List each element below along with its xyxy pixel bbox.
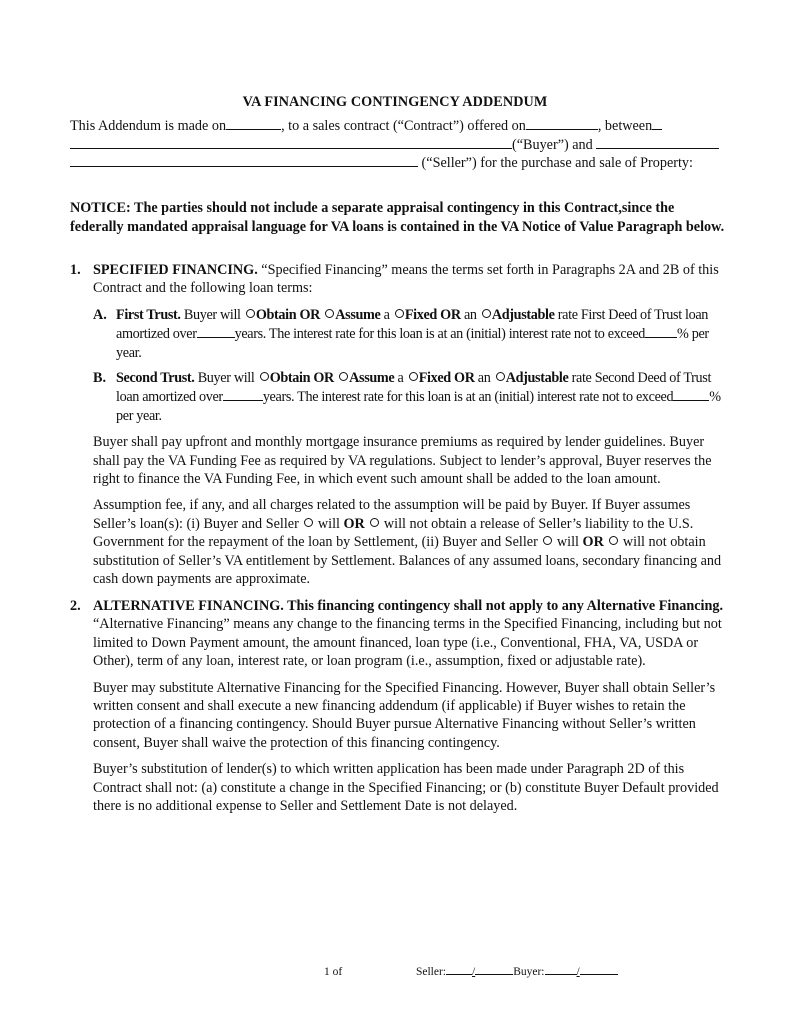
release-will-not-radio[interactable] [370,518,379,527]
buyer-name-field[interactable] [70,135,512,149]
clause-text: rate Second Deed of Trust loan amortized over [116,370,712,406]
seller-initials-field-1[interactable] [446,964,472,975]
buyer-initials-field-1[interactable] [545,964,577,975]
assumption-text: will [314,515,344,532]
intro-text-made-on: This Addendum is made on [70,118,227,134]
second-trust-years-field[interactable] [223,387,263,401]
page-number: 1 of [324,966,343,978]
section-specified-financing [70,261,730,589]
assumption-text: Assumption fee, if any, and all charges related to the assumption will be paid by Buyer. If Buyer assumes Seller’s loan(s): (i) Buyer and Seller [93,497,691,532]
section-number: 1. [70,262,81,278]
first-trust-rate-field[interactable] [645,324,677,338]
clause-text: a [394,370,407,387]
clause-text: Buyer will [194,370,258,387]
contract-offered-date-field[interactable] [526,116,598,130]
obtain-radio[interactable] [260,372,269,381]
substitute-paragraph: Buyer may substitute Alternative Financing for the Specified Financing. However, Buyer shall obtain Seller’s written consent and shall execute a new financing addendum (if applicable) if Buyer wishes to retain the protection of a financing contingency. Should Buyer pursue Alternative Financing without Seller’s written consent, Buyer shall waive the protection of this financing contingency. [93,679,716,751]
intro-text-between: , between [597,118,653,134]
section-1-heading: SPECIFIED FINANCING. [93,262,258,278]
clause-text: years. The interest rate for this loan is at an (initial) interest rate not to exceed [234,326,646,343]
obtain-radio[interactable] [246,309,255,318]
adjustable-label: Adjustable [491,306,555,323]
intro-line-3 [70,153,722,172]
clause-text: a [380,306,393,323]
document-title: VA FINANCING CONTINGENCY ADDENDUM [242,94,548,110]
intro-text-seller: (“Seller”) for the purchase and sale of Property: [421,155,693,171]
section-2-intro [93,597,730,671]
fixed-label: Fixed OR [418,370,475,387]
section-alternative-financing [70,597,730,815]
slash: / [472,966,476,978]
addendum-date-field[interactable] [226,116,281,130]
seller-name-field[interactable] [70,153,418,167]
page-footer [324,963,618,981]
substitution-will-radio[interactable] [543,536,552,545]
section-1-text: “Specified Financing” means the terms set forth in Paragraphs 2A and 2B of this Contract and the following loan terms: [93,262,719,297]
between-field-end[interactable] [652,116,662,130]
clause-text: Buyer will [180,306,244,323]
assumption-paragraph [93,496,730,588]
premiums-paragraph: Buyer shall pay upfront and monthly mortgage insurance premiums as required by lender guidelines. Buyer shall pay the VA Funding Fee as required by VA regulations. Subject to lender’s approval, Buyer reserves the right to finance the VA Funding Fee, in which event such amount shall be added to the loan amount. [93,434,712,488]
clause-letter: A. [93,306,107,323]
adjustable-radio[interactable] [496,372,505,381]
intro-line-1 [70,116,722,135]
intro-line-2 [70,135,722,154]
assumption-text: will not obtain substitution of Seller’s VA entitlement by Settlement. Balances of any assumed loans, secondary financing and cash down payments are approximate. [93,534,722,588]
section-1-intro [93,261,730,298]
slash: / [576,966,580,978]
assumption-text: will [553,534,583,551]
adjustable-label: Adjustable [505,370,569,387]
first-trust-heading: First Trust. [116,306,181,323]
section-2-heading: ALTERNATIVE FINANCING. This financing contingency shall not apply to any Alternative Financing. [93,598,723,614]
seller-initials-label: Seller: [415,966,446,978]
seller-name-field-start[interactable] [596,135,719,149]
lender-substitution-paragraph: Buyer’s substitution of lender(s) to which written application has been made under Paragraph 2D of this Contract shall not: (a) constitute a change in the Specified Financing; or (b) constitute Buyer Default provided there is no additional expense to Seller and Settlement Date is not delayed. [93,761,719,815]
or-label: OR [582,534,604,551]
or-label: OR [343,515,365,532]
second-trust-body [116,369,730,425]
section-2-text: “Alternative Financing” means any change to the financing terms in the Specified Financing, including but not limited to Down Payment amount, the amount financed, loan type (i.e., Conventional, FHA, VA, USDA or Other), term of any loan, interest rate, or loan program (i.e., assumption, fixed or adjustable rate). [93,616,722,670]
substitution-will-not-radio[interactable] [609,536,618,545]
second-trust-rate-field[interactable] [673,387,709,401]
intro-text-contract: , to a sales contract (“Contract”) offered on [281,118,526,134]
section-number: 2. [70,598,81,614]
first-trust-body [116,306,730,362]
obtain-label: Obtain OR [255,306,324,323]
buyer-initials-field-2[interactable] [580,964,618,975]
clause-text: rate First Deed of Trust loan amortized over [116,306,709,343]
obtain-label: Obtain OR [269,370,338,387]
intro-paragraph [70,116,722,172]
assume-label: Assume [349,370,395,387]
assume-radio[interactable] [325,309,334,318]
notice-paragraph: NOTICE: The parties should not include a separate appraisal contingency in this Contract,since the federally mandated appraisal language for VA loans is contained in the VA Notice of Value Paragraph below. [70,200,725,235]
buyer-initials-label: Buyer: [513,966,545,978]
first-trust-years-field[interactable] [197,324,235,338]
fixed-radio[interactable] [409,372,418,381]
assume-radio[interactable] [339,372,348,381]
fixed-label: Fixed OR [404,306,461,323]
adjustable-radio[interactable] [482,309,491,318]
clause-text: an [474,370,494,387]
first-trust-clause [93,306,730,362]
clause-letter: B. [93,370,107,387]
release-will-radio[interactable] [304,518,313,527]
assumption-text: will not obtain a release of Seller’s liability to the U.S. Government for the repayment of the loan by Settlement, (ii) Buyer and Seller [93,515,694,551]
assume-label: Assume [335,306,381,323]
seller-initials-field-2[interactable] [475,964,513,975]
clause-text: % per year. [116,389,721,424]
second-trust-heading: Second Trust. [116,370,195,387]
fixed-radio[interactable] [395,309,404,318]
intro-text-buyer: (“Buyer”) and [512,136,593,153]
second-trust-clause [93,369,730,425]
clause-text: years. The interest rate for this loan is at an (initial) interest rate not to exceed [262,389,674,406]
clause-text: an [460,306,480,323]
clause-text: % per year. [116,326,709,361]
